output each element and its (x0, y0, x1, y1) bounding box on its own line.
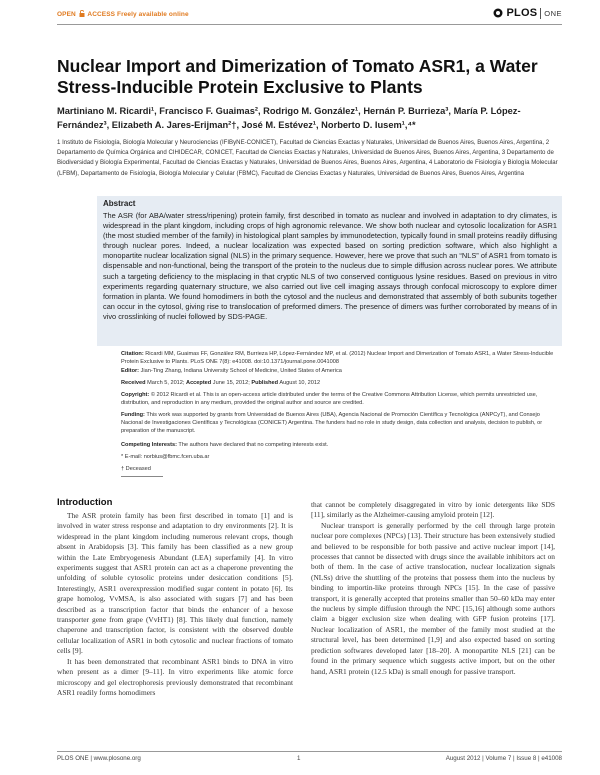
competing-interests (121, 442, 561, 450)
copyright (121, 392, 561, 408)
copyright-text: © 2012 Ricardi et al. This is an open-access article distributed under the terms of the Creative Commons Attribution License, which permits unrestricted use, distribution, and reproduction in any medium, provided the original author and source are credited. (121, 392, 538, 406)
affiliations: 1 Instituto de Fisiología, Biología Molecular y Neurociencias (IFIByNE-CONICET), Facultad de Ciencias Exactas y Naturales, Universidad de Buenos Aires, Buenos Aires, Argentina, 2 Departamento de Química Orgánica and CIHIDECAR, CONICET, Facultad de Ciencias Exactas y Naturales, Universidad de Buenos Aires, Buenos Aires, Argentina, 3 Departamento de Biodiversidad y Biología Experimental, Facultad de Ciencias Exactas y Naturales, Universidad de Buenos Aires, Buenos Aires, Argentina, 4 Laboratorio de Fisiología y Biología Molecular (LFBM), Departamento de Fisiología, Biología Molecular y Celular (FBMC), Facultad de Ciencias Exactas y Naturales, Universidad de Buenos Aires, Buenos Aires, Argentina (57, 139, 558, 177)
funding-text: This work was supported by grants from Universidad de Buenos Aires (UBA), Agencia Nacional de Promoción Científica y Tecnológica (ANPCyT), and Consejo Nacional de Investigaciones Científicas y Tecnológicas (CONICET) Argentina. The funders had no role in study design, data collection and analysis, decision to publish, or preparation of the manuscript. (121, 412, 543, 434)
intro-paragraph: The ASR protein family has been first described in tomato [1] and is involved in water stress response and adaptation to dry environments [2]. It is widespread in the plant kingdom including numerous relevant crops, though absent in Arabidopsis [3]. This family has been classified as a new group within the Late Embryogenesis Abundant (LEA) superfamily [4]. In vitro experiments suggest that ASR1 protein can act as a chaperone preventing the unfolding of soluble cytosolic proteins under desiccation conditions [5]. Interestingly, ASR1 overexpression modified sugar content in potato [6]. Its grape homolog, VvMSA, is also associated with sugars [7] and has been described as a transcription factor that binds the enhancer of a hexose transporter gene from grape (VvHT1) [8]. This likely dual function, namely chaperone and transcription factor, is consistent with the observed double cellular localization of ASR1 in both cytosolic and nuclear fractions of tomato cells [9]. (57, 511, 293, 656)
published-label: Published (251, 380, 279, 386)
page-number: 1 (297, 755, 301, 762)
meta-rule (121, 476, 163, 477)
open-lock-icon (79, 10, 85, 17)
funding-label: Funding: (121, 412, 145, 418)
open-access-rest: ACCESS Freely available online (87, 11, 189, 18)
deceased-note: † Deceased (121, 466, 151, 472)
accepted-date: June 15, 2012; (212, 380, 250, 386)
intro-paragraph: Nuclear transport is generally performed by the cell through large protein nuclear pore complexes (NPCs) [13]. Their structure has been extensively studied and believed to be responsible for both passive and active nuclear import [14], processes that cannot be dissected with drugs since the available inhibitors act on both of them. In the case of active translocation, nuclear localization signals (NLSs) drive the shuttling of the proteins that possess them into the nucleus by binding to importin-like proteins through NPCs [15]. In the case of passive transport, it is generally accepted that proteins smaller than 50–60 kDa may enter the nucleus by simple diffusion through the NPC [15,16] although some authors claim a bigger exclusion size when dealing with GFP fusion proteins [17]. Nuclear localization of ASR1, the member of the family most studied at the structural level, has been determined [1,9] and also expected based on sorting prediction softwares developed later [18–20]. A monopartite NLS [21] can be found in the primary sequence which suggests active import, but on the other hand, ASR1 protein (12.5 kDa) is small enough for passive transport. (311, 520, 555, 676)
accepted-label: Accepted (186, 380, 212, 386)
citation (121, 351, 561, 367)
funding (121, 412, 561, 435)
abstract-text: The ASR (for ABA/water stress/ripening) protein family, first described in tomato as nuclear and involved in adaptation to dry climates, is widespread in the plant kingdom, including crops of high agronomic relevance. We show both nuclear and cytosolic localization for ASR1 (the most studied member of the family) in histological plant samples by immunodetection, typically found in small proteins readily diffusing through nuclear pores. Indeed, a nuclear localization was expected based on sorting prediction software, which also highlight a monopartite nuclear localization signal (NLS) in the primary sequence. However, here we prove that such an “NLS” of ASR1 from tomato is dispensable and non-functional, being the transport of the protein to the nucleus due to simple diffusion across nuclear pores. We attribute such a targeting deficiency to the misplacing in that cryptic NLS of two conserved contiguous lysine residues. Based on previous in vitro experiments regarding quaternary structure, we also carried out live cell imaging assays through confocal microscopy to explore dimer formation in planta. We found homodimers in both the cytosol and the nucleus and demonstrated that assembly of both subunits together can occur in the cytosol, giving rise to translocation of preformed dimers. The presence of dimers was further corroborated by means of in vivo crosslinking of nuclei followed by SDS-PAGE. (103, 211, 557, 321)
editor (121, 368, 561, 376)
logo-plos-word: PLOS (506, 7, 538, 19)
introduction-heading: Introduction (57, 497, 113, 508)
header-rule (57, 24, 562, 25)
dates (121, 380, 561, 388)
intro-right-column (311, 500, 555, 677)
editor-text: Jian-Ting Zhang, Indiana University School of Medicine, United States of America (140, 368, 342, 374)
copyright-label: Copyright: (121, 392, 150, 398)
intro-paragraph: It has been demonstrated that recombinant ASR1 binds to DNA in vitro when present as a dimer [9–11]. In vitro experiments like atomic force microscopy and gel electrophoresis previously demonstrated that recombinant ASR1 readily forms homodimers (57, 656, 293, 697)
abstract-heading: Abstract (103, 199, 136, 208)
editor-label: Editor: (121, 368, 140, 374)
citation-label: Citation: (121, 351, 144, 357)
journal-url[interactable]: PLOS ONE | www.plosone.org (57, 755, 141, 762)
article-title: Nuclear Import and Dimerization of Tomato ASR1, a Water Stress-Inducible Protein Exclusive to Plants (57, 56, 538, 97)
received-date: March 5, 2012; (147, 380, 185, 386)
competing-label: Competing Interests: (121, 442, 177, 448)
published-date: August 10, 2012 (279, 380, 321, 386)
open-access-label (57, 10, 189, 18)
plos-one-logo[interactable] (493, 6, 562, 20)
issue-info: August 2012 | Volume 7 | Issue 8 | e41008 (445, 755, 562, 762)
received-label: Received (121, 380, 146, 386)
intro-paragraph: that cannot be completely disaggregated in vitro by ionic detergents like SDS [11], similarly as the Alzheimer-causing amyloid protein [12]. (311, 500, 555, 520)
author-list: Martiniano M. Ricardi¹, Francisco F. Guaimas², Rodrigo M. González¹, Hernán P. Burrieza³, María P. López-Fernández³, Elizabeth A. Jares-Erijman²†, José M. Estévez¹, Norberto D. Iusem¹,⁴* (57, 106, 521, 130)
intro-left-column (57, 511, 293, 698)
open-access-word: OPEN (57, 11, 76, 18)
plos-mark-icon (493, 8, 503, 18)
citation-text: Ricardi MM, Guaimas FF, González RM, Burrieza HP, López-Fernández MP, et al. (2012) Nuclear Import and Dimerization of Tomato ASR1, a Water Stress-Inducible Protein Exclusive to Plants. PLoS ONE 7(8): e41008. doi:10.1371/journal.pone.0041008 (121, 351, 554, 365)
logo-one-word: ONE (544, 8, 562, 18)
logo-separator (540, 8, 541, 19)
footer-rule (57, 751, 562, 752)
corresponding-email[interactable]: * E-mail: norbius@fbmc.fcen.uba.ar (121, 454, 210, 460)
competing-text: The authors have declared that no competing interests exist. (178, 442, 329, 448)
